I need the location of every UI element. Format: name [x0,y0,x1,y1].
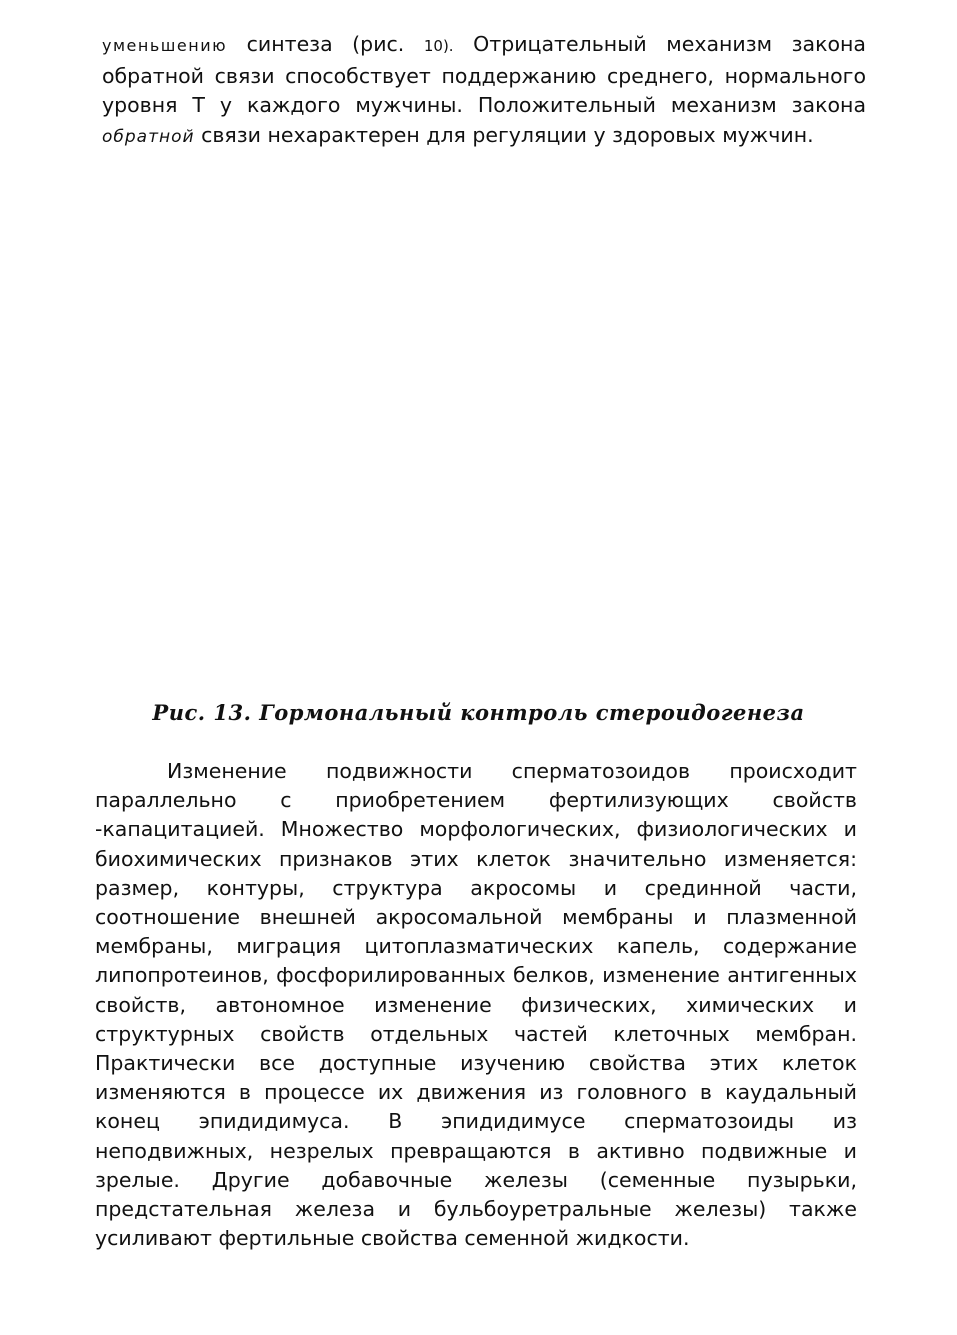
lead-word: уменьшению [102,36,228,55]
figure-caption: Рис. 13. Гормональный контроль стероидогенеза [152,700,805,725]
top-paragraph [102,30,866,152]
top-text-part3: связи нехарактерен для регуляции у здоровых мужчин. [194,122,814,147]
main-paragraph: Изменение подвижности сперматозоидов происходит параллельно с приобретением фертилизующих свойств -капацитацией. Множество морфологических, физиологических и биохимических признаков этих клеток значительно изменяется: размер, контуры, структура акросомы и срединной части, соотношение внешней акросомальной мембраны и плазменной мембраны, миграция цитоплазматических капель, содержание липопротеинов, фосфорилированных белков, изменение антигенных свойств, автономное изменение физических, химических и структурных свойств отдельных частей клеточных мембран. Практически все доступные изучению свойства этих клеток изменяются в процессе их движения из головного в каудальный конец эпидидимуса. В эпидидимусе сперматозоиды из неподвижных, незрелых превращаются в активно подвижные и зрелые. Другие добавочные железы (семенные пузырьки, предстательная железа и бульбоуретральные железы) также усиливают фертильные свойства семенной жидкости. [95,759,857,1251]
top-text-part2: Отрицательный механизм закона обратной связи способствует поддержанию среднего, нормального уровня Т у каждого мужчины. Положительный механизм закона [102,32,866,117]
figure-area-blank [102,160,862,680]
figure-reference: 10). [423,37,454,55]
top-text-part1: синтеза (рис. [227,32,424,56]
italic-word: обратной [102,126,195,147]
